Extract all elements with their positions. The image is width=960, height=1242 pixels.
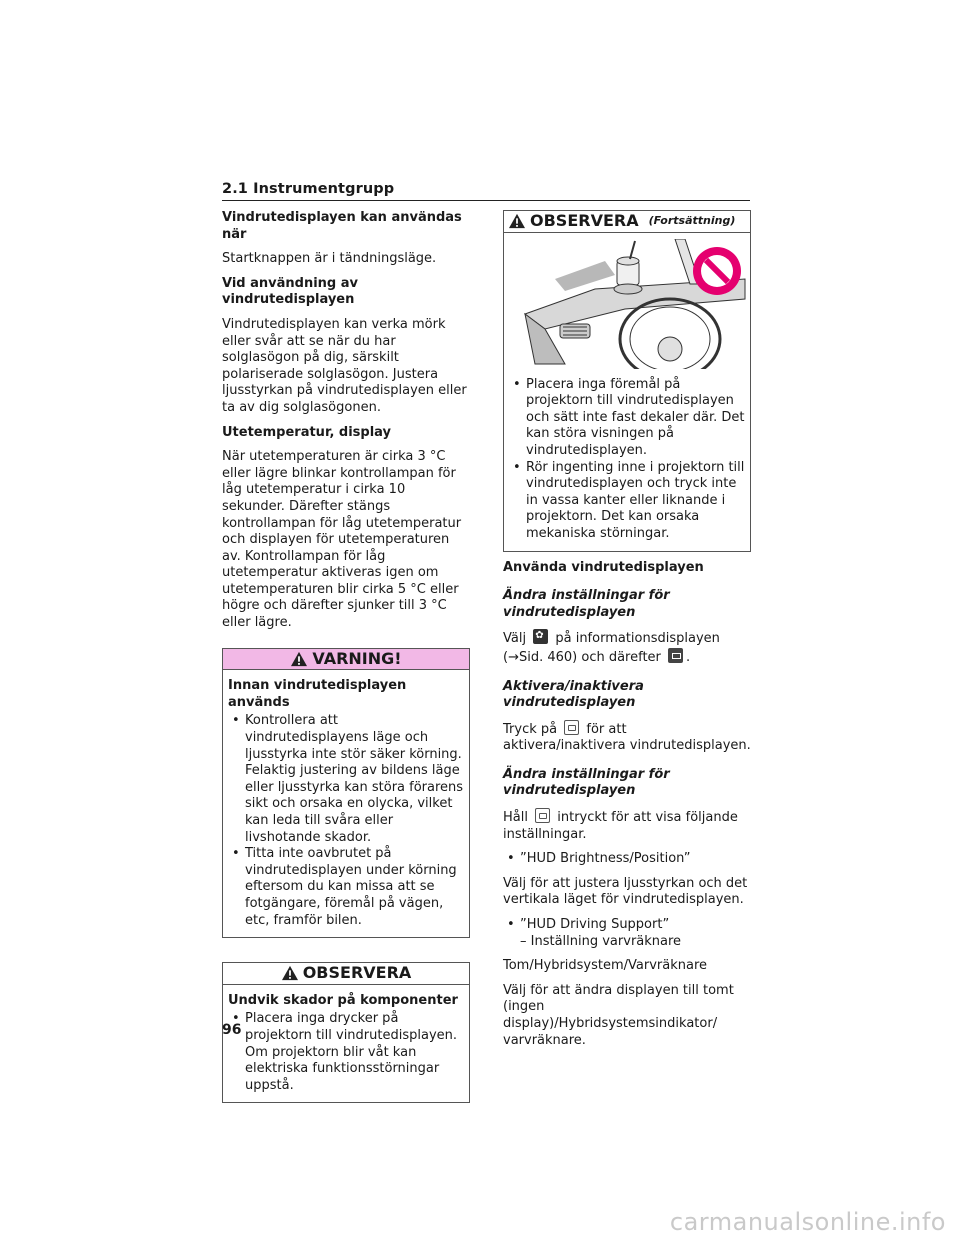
list-item: • Titta inte oavbrutet på vindrutedisplayen under körning eftersom du kan missa att se fotgängare, föremål på vägen, etc, framför bilen.: [228, 846, 464, 929]
settings-list-1: [503, 851, 751, 868]
settings-list-2: [503, 917, 751, 934]
sub-item-tachometer: – Inställning varvräknare: [520, 933, 682, 949]
paragraph-sunglasses: Vindrutedisplayen kan verka mörk eller svår att se när du har solglasögon på dig, särskilt polariserade solglasögon. Justera ljusstyrkan på vindrutedisplayen eller ta av dig solglasögonen.: [222, 316, 467, 415]
warning-title: VARNING!: [312, 648, 402, 668]
list-item: • Rör ingenting inne i projektorn till vindrutedisplayen och tryck inte in vassa kanter eller liknande i projektorn. Det kan orsaka mekaniska störningar.: [509, 460, 745, 543]
notice-list: [228, 1011, 464, 1094]
notice-continued-subtitle: (Fortsättning): [648, 214, 736, 227]
heading-activate-deactivate: Aktivera/inaktivera vindrutedisplayen: [503, 678, 644, 711]
hud-button-icon: [564, 720, 579, 735]
paragraph-hold-button: Håll intryckt för att visa följande inställningar.: [503, 810, 738, 842]
page-number: 96: [222, 1022, 242, 1038]
section-title: 2.1 Instrumentgrupp: [222, 181, 395, 197]
heading-outside-temp: Utetemperatur, display: [222, 424, 392, 440]
hud-projector-illustration: [505, 239, 749, 369]
notice-continued-box: [503, 210, 751, 552]
notice-continued-header: [504, 211, 750, 233]
warning-triangle-icon: [290, 651, 308, 667]
paragraph-brightness: Välj för att justera ljusstyrkan och det vertikala läget för vindrutedisplayen.: [503, 875, 748, 908]
paragraph-change-display: Välj för att ändra displayen till tomt (ingen display)/Hybridsystemsindikator/ varvräknare.: [503, 982, 734, 1048]
heading-change-settings: Ändra inställningar för vindrutedisplayen: [503, 588, 670, 620]
left-column: [222, 210, 470, 1103]
heading-available-when: Vindrutedisplayen kan användas när: [222, 210, 462, 242]
warning-triangle-icon: [508, 213, 526, 229]
hud-button-icon: [535, 808, 550, 823]
notice-continued-body: [504, 373, 750, 551]
list-item: • ”HUD Brightness/Position”: [503, 851, 751, 868]
watermark: carmanualsonline.info: [669, 1208, 946, 1236]
warning-subhead: Innan vindrutedisplayen används: [228, 678, 407, 710]
list-item: • ”HUD Driving Support”: [503, 917, 751, 934]
warning-triangle-icon: [281, 965, 299, 981]
section-header: [222, 178, 750, 201]
notice-subhead: Undvik skador på komponenter: [228, 992, 458, 1008]
paragraph-press-button: Tryck på för att aktivera/inaktivera vindrutedisplayen.: [503, 721, 751, 754]
paragraph-outside-temp: När utetemperaturen är cirka 3 °C eller lägre blinkar kontrollampan för låg utetemperatur i cirka 10 sekunder. Därefter stängs kontrollampan för låg utetemperatur och displayen för utetemperaturen av. Kontrollampan för låg utetemperatur aktiveras igen om utetemperaturen blir cirka 5 °C eller högre och därefter sjunker till 3 °C eller lägre.: [222, 449, 462, 631]
hud-settings-icon: [668, 648, 683, 663]
notice-box: [222, 962, 470, 1103]
heading-change-settings-2: Ändra inställningar för vindrutedisplayen: [503, 766, 670, 799]
warning-box: [222, 648, 470, 939]
notice-title: OBSERVERA: [302, 963, 412, 983]
notice-continued-list: [509, 377, 745, 543]
paragraph-start-button: Startknappen är i tändningsläge.: [222, 251, 437, 267]
notice-continued-title: OBSERVERA: [530, 211, 639, 230]
list-item: • Placera inga föremål på projektorn till vindrutedisplayen och sätt inte fast dekaler där. Det kan störa visningen på vindrutedisplayen.: [509, 377, 745, 460]
right-column: [503, 210, 751, 1057]
warning-body: [223, 670, 469, 937]
list-item: • Placera inga drycker på projektorn till vindrutedisplayen. Om projektorn blir våt kan elektriska funktionsstörningar uppstå.: [228, 1011, 464, 1094]
notice-body: [223, 985, 469, 1103]
paragraph-select-settings: Välj ✿ på informationsdisplayen (→Sid. 460) och därefter .: [503, 629, 751, 666]
list-item: • Kontrollera att vindrutedisplayens läge och ljusstyrka inte stör säker körning. Felaktig justering av bildens läge eller ljusstyrka kan störa förarens sikt och orsaka en olycka, vilket kan leda till svåra eller livshotande skador.: [228, 713, 464, 846]
heading-when-using: Vid användning av vindrutedisplayen: [222, 275, 358, 308]
paragraph-options: Tom/Hybridsystem/Varvräknare: [503, 958, 708, 974]
warning-list: [228, 713, 464, 929]
notice-header: [223, 963, 469, 985]
gear-icon: [533, 629, 548, 644]
heading-using-hud: Använda vindrutedisplayen: [503, 559, 704, 575]
warning-header: [223, 649, 469, 671]
